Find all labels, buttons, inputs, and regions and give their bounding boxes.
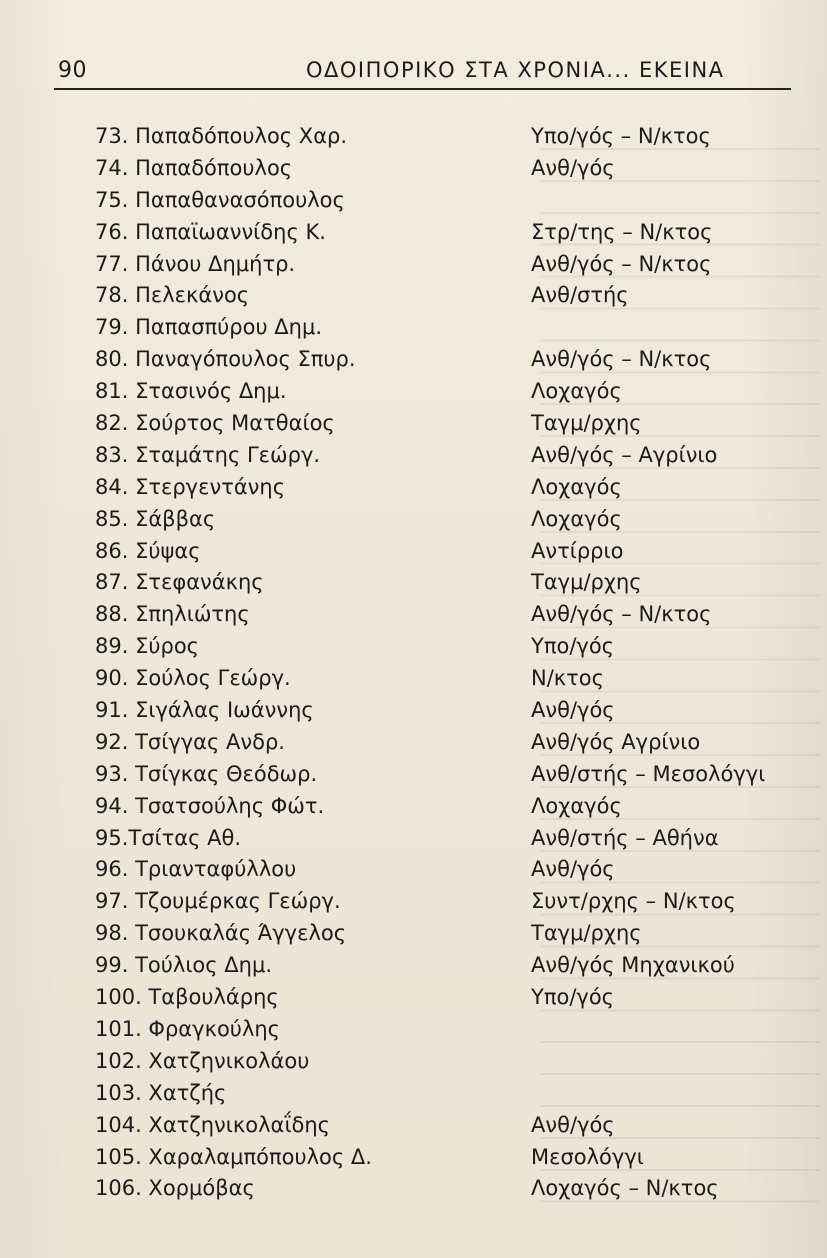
entry-rank: Συντ/ρχης – Ν/κτος: [531, 889, 736, 914]
list-item: [95, 599, 795, 631]
entry-name: 79. Παπασπύρου Δημ.: [95, 315, 323, 340]
entry-name: 105. Χαραλαμπόπουλος Δ.: [95, 1144, 372, 1169]
entry-name: 101. Φραγκούλης: [95, 1016, 281, 1041]
entry-rank: Ανθ/γός – Αγρίνιο: [531, 442, 718, 467]
entry-name: 92. Τσίγγας Ανδρ.: [95, 729, 285, 754]
entry-rank: Λοχαγός: [531, 474, 622, 499]
entry-rank: Λοχαγός: [531, 379, 622, 404]
entry-name: 73. Παπαδόπουλος Χαρ.: [95, 124, 348, 148]
officer-list: [95, 121, 795, 1205]
list-item: [95, 918, 795, 950]
list-item: [95, 567, 795, 599]
list-item: [95, 504, 795, 536]
entry-name: 84. Στεργεντάνης: [95, 474, 286, 499]
list-item: [95, 440, 795, 472]
entry-rank: Ανθ/γός – Ν/κτος: [531, 347, 712, 372]
entry-rank: Ανθ/στής – Μεσολόγγι: [531, 761, 766, 786]
list-item: [95, 695, 795, 727]
entry-name: 86. Σύψας: [95, 538, 201, 563]
entry-rank: Αντίρριο: [531, 538, 624, 563]
entry-rank: Υπο/γός – Ν/κτος: [531, 124, 711, 148]
entry-rank: Ν/κτος: [531, 666, 604, 691]
list-item: [95, 759, 795, 791]
entry-name: 95.Τσίτας Αθ.: [95, 825, 242, 850]
list-item: [95, 631, 795, 663]
entry-name: 74. Παπαδόπουλος: [95, 155, 293, 180]
entry-rank: Ταγμ/ρχης: [531, 570, 642, 595]
list-item: [95, 312, 795, 344]
entry-name: 97. Τζουμέρκας Γεώργ.: [95, 889, 341, 914]
entry-rank: Υπο/γός: [531, 634, 614, 659]
list-item: [95, 121, 795, 153]
entry-rank: Ανθ/γός – Ν/κτος: [531, 602, 712, 627]
entry-name: 98. Τσουκαλάς Άγγελος: [95, 921, 347, 946]
entry-name: 81. Στασινός Δημ.: [95, 379, 287, 404]
entry-name: 99. Τούλιος Δημ.: [95, 953, 272, 978]
entry-rank: Ανθ/γός: [531, 698, 615, 723]
list-item: [95, 217, 795, 249]
entry-rank: Στρ/της – Ν/κτος: [531, 219, 713, 244]
entry-name: 80. Παναγόπουλος Σπυρ.: [95, 347, 356, 372]
entry-rank: Λοχαγός: [531, 793, 622, 818]
entry-name: 75. Παπαθανασόπουλος: [95, 187, 345, 212]
entry-rank: Λοχαγός – Ν/κτος: [531, 1176, 719, 1201]
entry-rank: Ανθ/γός – Ν/κτος: [531, 251, 712, 276]
entry-rank: Ανθ/γός Μηχανικού: [531, 953, 735, 978]
entry-name: 94. Τσατσούλης Φώτ.: [95, 793, 325, 818]
entry-name: 78. Πελεκάνος: [95, 283, 250, 308]
list-item: [95, 408, 795, 440]
page-header: [58, 58, 785, 82]
header-rule: [54, 88, 791, 90]
list-item: [95, 1173, 795, 1205]
list-item: [95, 344, 795, 376]
entry-name: 88. Σπηλιώτης: [95, 602, 250, 627]
entry-name: 90. Σούλος Γεώργ.: [95, 666, 291, 691]
list-item: [95, 950, 795, 982]
entry-rank: Λοχαγός: [531, 506, 622, 531]
entry-name: 96. Τριανταφύλλου: [95, 857, 297, 882]
running-title: ΟΔΟΙΠΟΡΙΚΟ ΣΤΑ ΧΡΟΝΙΑ... ΕΚΕΙΝΑ: [306, 58, 725, 82]
entry-rank: Ανθ/στής – Αθήνα: [531, 825, 719, 850]
entry-name: 77. Πάνου Δημήτρ.: [95, 251, 296, 276]
list-item: [95, 982, 795, 1014]
entry-name: 100. Ταβουλάρης: [95, 985, 279, 1010]
list-item: [95, 791, 795, 823]
entry-rank: Ανθ/γός Αγρίνιο: [531, 729, 701, 754]
entry-name: 102. Χατζηνικολάου: [95, 1048, 310, 1073]
list-item: [95, 376, 795, 408]
entry-rank: Ανθ/στής: [531, 283, 629, 308]
entry-rank: Ανθ/γός: [531, 155, 615, 180]
list-item: [95, 249, 795, 281]
entry-rank: Ταγμ/ρχης: [531, 921, 642, 946]
entry-rank: Ανθ/γός: [531, 857, 615, 882]
entry-name: 82. Σούρτος Ματθαίος: [95, 411, 335, 436]
entry-rank: Μεσολόγγι: [531, 1144, 644, 1169]
list-item: [95, 280, 795, 312]
list-item: [95, 663, 795, 695]
list-item: [95, 185, 795, 217]
list-item: [95, 886, 795, 918]
entry-name: 103. Χατζής: [95, 1080, 227, 1105]
list-item: [95, 823, 795, 855]
entry-name: 91. Σιγάλας Ιωάννης: [95, 698, 314, 723]
entry-name: 89. Σύρος: [95, 634, 199, 659]
entry-rank: Ταγμ/ρχης: [531, 411, 642, 436]
list-item: [95, 1142, 795, 1174]
list-item: [95, 727, 795, 759]
entry-name: 76. Παπαϊωαννίδης Κ.: [95, 219, 326, 244]
list-item: [95, 1014, 795, 1046]
list-item: [95, 153, 795, 185]
entry-name: 85. Σάββας: [95, 506, 216, 531]
list-item: [95, 1110, 795, 1142]
page-number: 90: [58, 58, 87, 83]
list-item: [95, 1078, 795, 1110]
list-item: [95, 536, 795, 568]
list-item: [95, 854, 795, 886]
entry-name: 87. Στεφανάκης: [95, 570, 264, 595]
list-item: [95, 472, 795, 504]
entry-name: 106. Χορμόβας: [95, 1176, 255, 1201]
entry-rank: Ανθ/γός: [531, 1112, 615, 1137]
entry-name: 104. Χατζηνικολαΐδης: [95, 1112, 330, 1137]
entry-rank: Υπο/γός: [531, 985, 614, 1010]
list-item: [95, 1046, 795, 1078]
entry-name: 83. Σταμάτης Γεώργ.: [95, 442, 321, 467]
entry-name: 93. Τσίγκας Θεόδωρ.: [95, 761, 318, 786]
